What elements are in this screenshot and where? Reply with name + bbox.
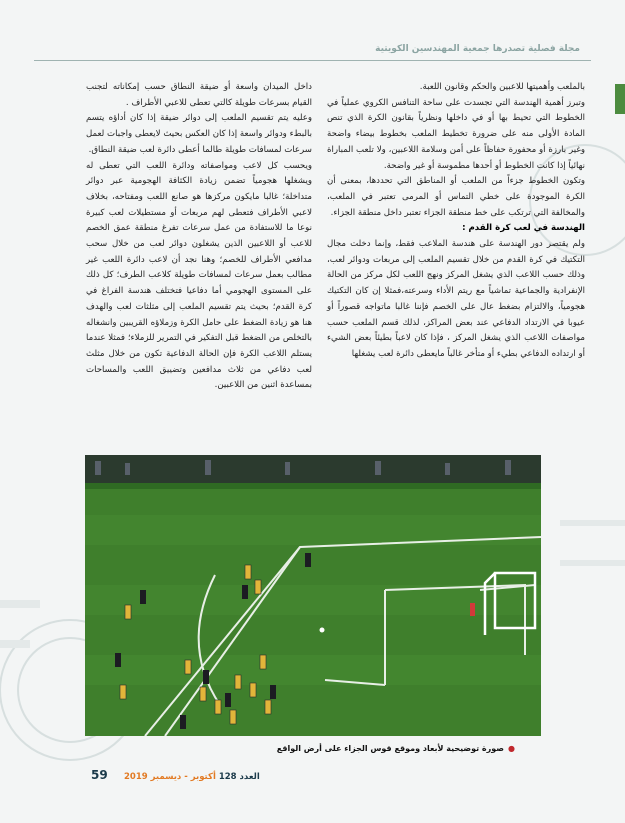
paragraph: داخل الميدان واسعة أو ضيقة النطاق حسب إمكاناته لتجنب القيام بسرعات طويلة كالتي تعطى للاعبي الأطراف . — [86, 82, 312, 108]
section-heading: الهندسة في لعب كرة القدم : — [462, 223, 585, 234]
paragraph: وتبرز أهمية الهندسة التي تجسدت على ساحة التنافس الكروي عملياً في الخطوط التي تحيط بها أو في داخلها ونظرياً بقانون الكرة الذي تنص المادة الأولى منه على ضرورة تخطيط الملعب بخطوط بيضاء واضحة وغير بارزة أو محفورة حفاظاً على أمن وسلامة اللاعبين، ولا تلعب المباراة نهائياً إذا كانت الخطوط أو أحدها مطموسة أو غير واضحة. — [327, 97, 585, 171]
issue-number: العدد 128 — [218, 772, 260, 782]
football-penalty-area-photo — [85, 455, 541, 736]
paragraph: ولم يقتصر دور الهندسة على هندسة الملاعب فقط، وإنما دخلت مجال التكتيك في كرة القدم من خلال تقسيم الملعب إلى مربعات ودوائر لعب، وذلك حسب اللاعب الذي يشغل المركز ونهج اللعب لكل مركز من الحالة الإنفرادية والجماعية تماشياً مع ريتم الأداء وسرعته،فمثلا إن كان التكتيك هجومياً، والالتزام بضغط عال على الخصم فإننا غالبا ماتواجه قصوراً أو عيوبا في الارتداد الدفاعي عند بعض المراكز، لذلك قسم الملعب حسب مواصفات اللاعب الذي يشغل المركز ، فإذا كان لاعباً بطيئاً بعض الشيء أو ارتداده الدفاعي بطيء أو متأخر غالباً مايعطى دائرة لعب يشغلها — [327, 239, 585, 359]
figure-caption — [277, 744, 515, 753]
magazine-header-title: مجلة فصلية تصدرها جمعية المهندسين الكويتية — [375, 44, 580, 54]
page-number: 59 — [91, 768, 108, 782]
issue-info — [124, 772, 260, 782]
caption-text: صورة توضيحية لأبعاد وموقع قوس الجزاء على أرض الواقع — [276, 744, 505, 753]
caption-bullet-icon: ● — [508, 744, 515, 753]
section-tab-marker — [615, 84, 625, 114]
issue-date: أكتوبر - ديسمبر 2019 — [124, 772, 216, 782]
pitch-illustration — [85, 455, 541, 736]
paragraph: وتكون الخطوط جزءاً من الملعب أو المناطق التي تحددها، بمعنى أن الكرة الموجودة على خطي التماس أو المرمى تعتبر في الملعب، والمخالفة التي ترتكب على خط منطقة الجزاء تعتبر داخل منطقة الجزاء. — [327, 176, 585, 218]
paragraph: بالملعب وأهميتها للاعبين والحكم وقانون اللعبة. — [419, 82, 585, 92]
header-divider — [34, 60, 591, 61]
paragraph: وعليه يتم تقسيم الملعب إلى دوائر ضيقة إذا كان أداؤه يتسم بالبطء ودوائر واسعة إذا كان العكس بحيث لايعطى واجبات لعمل سرعات لمسافات طويلة طالما أعطى دائرة لعب ضيقة النطاق. — [86, 113, 312, 155]
article-column-left — [86, 80, 312, 394]
paragraph: ويحسب كل لاعب ومواصفاته ودائرة اللعب التي تعطى له ويشغلها هجومياً تضمن زيادة الكثافة الهجومية عبر دوائر متداخلة؛ غالبا مايكون مركزها هو صانع اللعب ومفتاحه، بخلاف لاعبي الأطراف فتعطى لهم مربعات أو مستطيلات لعب كبيرة نوعا ما للاستفادة من عمل سرعات تفرغ منطقة عمق الخصم للاعب أو اللاعبين الذين يشغلون دوائر لعب من خلال سحب مدافعي الأطراف للخصم؛ وهنا نجد أن لاعب دائرة اللعب غير مطالب بعمل سرعات لمسافات طويلة كلاعب الطرف؛ كل ذلك على المستوى الهجومي أما دفاعيا فتختلف هندسة الفراغ في كرة القدم؛ بحيث يتم تقسيم الملعب إلى مثلثات لعب والهدف هنا هو زيادة الضغط على حامل الكرة وزملاؤه القريبين وانشغاله بالتخلص من الضغط قبل التفكير في التمرير للزملاء؛ فمثلا عندما يستلم اللاعب الكرة فإن الحالة الدفاعية تكون من خلال مثلث لعب دفاعي من ثلاث مدافعين وتضييق اللعب والمساحات بمساعدة اثنين من اللاعبين. — [86, 160, 312, 391]
article-column-right — [327, 80, 585, 363]
